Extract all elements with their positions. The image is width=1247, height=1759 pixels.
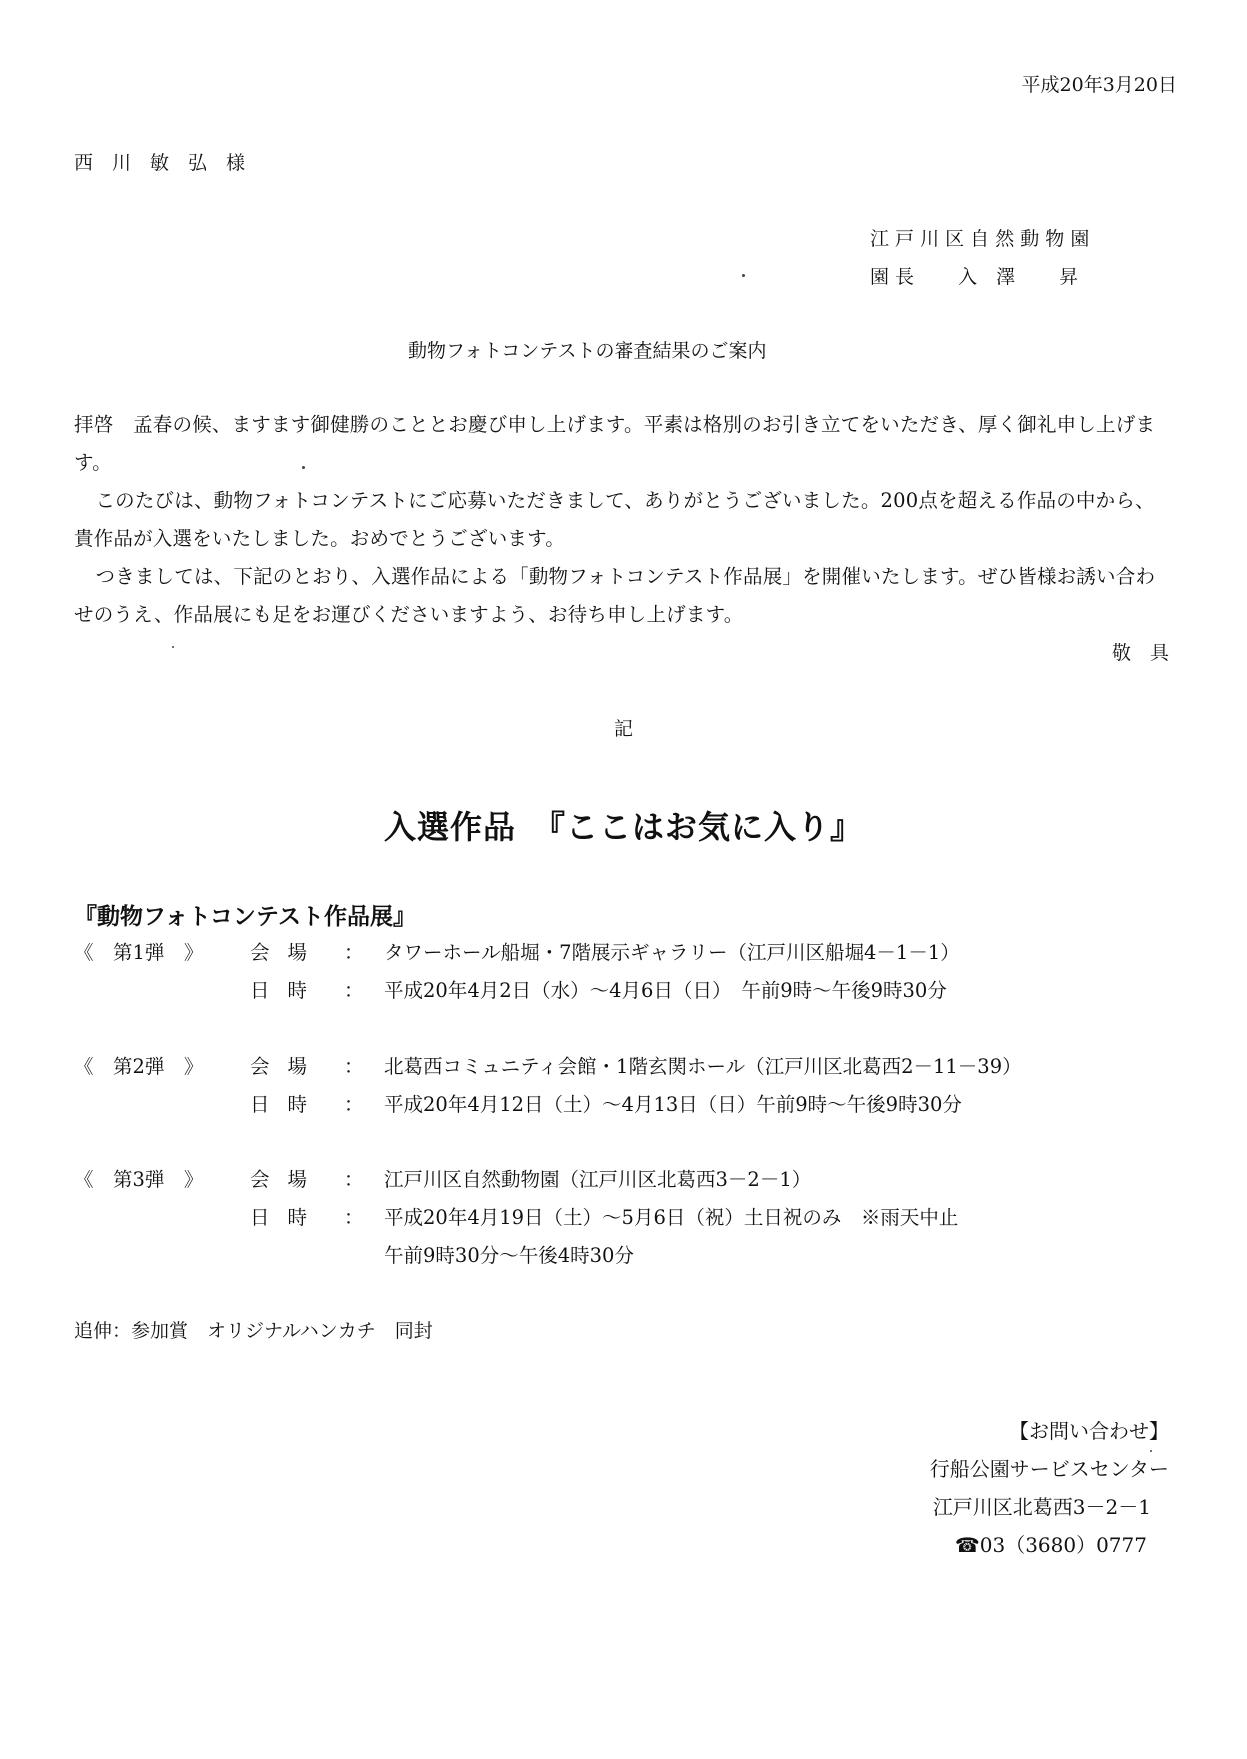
colon: ： — [344, 941, 364, 964]
event-1-venue: タワーホール船堀・7階展示ギャラリー（江戸川区船堀4－1－1） — [384, 941, 960, 964]
venue-label: 会場 — [250, 1055, 326, 1078]
date-label: 日時 — [250, 1093, 326, 1116]
exhibition-heading: 『動物フォトコンテスト作品展』 — [74, 903, 417, 930]
venue-label: 会場 — [250, 1168, 326, 1191]
event-1-date: 平成20年4月2日（水）～4月6日（日） 午前9時～午後9時30分 — [384, 979, 947, 1002]
body-paragraph-thanks: このたびは、動物フォトコンテストにご応募いただきまして、ありがとうございました。200点を超える作品の中から、貴作品が入選をいたしました。おめでとうございます。 — [74, 489, 1155, 550]
body-paragraph-invitation: つきましては、下記のとおり、入選作品による「動物フォトコンテスト作品展」を開催いたします。ぜひ皆様お誘い合わせのうえ、作品展にも足をお運びくださいますよう、お待ち申し上げます。 — [74, 565, 1156, 626]
letter-date: 平成20年3月20日 — [1021, 74, 1177, 96]
sender-person: 園 長 入 澤 昇 — [870, 266, 1079, 288]
scan-speck — [1150, 1450, 1152, 1452]
scan-speck — [742, 274, 745, 277]
award-title: 入選作品 『ここはお気に入り』 — [383, 808, 863, 846]
contact-address: 江戸川区北葛西3－2－1 — [932, 1495, 1151, 1519]
colon: ： — [344, 1055, 364, 1078]
event-2-venue: 北葛西コミュニティ会館・1階玄関ホール（江戸川区北葛西2－11－39） — [384, 1055, 1022, 1078]
venue-label: 会場 — [250, 941, 326, 964]
ki-marker: 記 — [614, 718, 634, 740]
scan-speck — [302, 466, 305, 469]
event-3-time: 午前9時30分～午後4時30分 — [384, 1244, 634, 1267]
contact-block — [930, 1412, 1169, 1564]
event-2-date: 平成20年4月12日（土）～4月13日（日）午前9時～午後9時30分 — [384, 1093, 962, 1116]
date-label: 日時 — [250, 1206, 326, 1229]
event-2-tag: 《 第2弾 》 — [74, 1055, 204, 1078]
contact-name: 行船公園サービスセンター — [929, 1457, 1169, 1481]
date-label: 日時 — [250, 979, 326, 1002]
closing-word: 敬 具 — [1111, 642, 1169, 664]
colon: ： — [344, 1093, 364, 1116]
body-paragraph-greeting: 拝啓 孟春の候、ますます御健勝のこととお慶び申し上げます。平素は格別のお引き立てをいただき、厚く御礼申し上げます。 — [74, 413, 1156, 474]
contact-heading: 【お問い合わせ】 — [1009, 1419, 1169, 1443]
event-3-tag: 《 第3弾 》 — [74, 1168, 204, 1191]
sender-org: 江 戸 川 区 自 然 動 物 園 — [870, 228, 1090, 250]
postscript: 追伸：参加賞 オリジナルハンカチ 同封 — [74, 1320, 433, 1342]
colon: ： — [344, 979, 364, 1002]
colon: ： — [344, 1168, 364, 1191]
event-1-tag: 《 第1弾 》 — [74, 941, 204, 964]
event-3-venue: 江戸川区自然動物園（江戸川区北葛西3－2－1） — [384, 1168, 812, 1191]
letter-body — [74, 406, 1172, 634]
letter-subject: 動物フォトコンテストの審査結果のご案内 — [408, 340, 767, 362]
event-3-date: 平成20年4月19日（土）～5月6日（祝）土日祝のみ ※雨天中止 — [384, 1206, 959, 1229]
scan-speck — [172, 646, 174, 648]
recipient-name: 西 川 敏 弘 様 — [74, 152, 246, 174]
contact-phone: ☎03（3680）0777 — [954, 1533, 1147, 1557]
colon: ： — [344, 1206, 364, 1229]
